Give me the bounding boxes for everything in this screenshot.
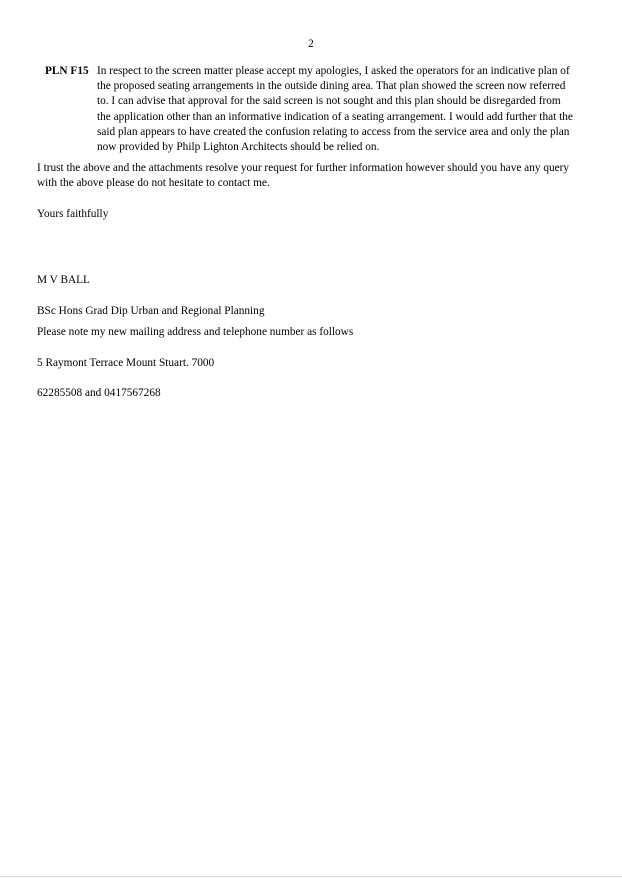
page-number: 2 <box>308 38 314 50</box>
item-body-text: In respect to the screen matter please accept my apologies, I asked the operators for an indicative plan of the proposed seating arrangements in the outside dining area. That plan showed the screen now referred to. I can advise that approval for the said screen is not sought and this plan should be disregarded from the application other than an informative indication of a seating arrangement. I would add further that the said plan appears to have created the confusion relating to access from the service area and only the plan now provided by Philp Lighton Architects should be relied on. <box>97 65 573 154</box>
closing-paragraph: I trust the above and the attachments resolve your request for further information however should you have any query with the above please do not hesitate to contact me. <box>37 162 570 190</box>
item-reference: PLN F15 <box>45 65 89 77</box>
signatory-qualifications: BSc Hons Grad Dip Urban and Regional Planning <box>37 304 265 317</box>
signatory-name: M V BALL <box>37 274 90 287</box>
contact-notice <box>37 310 597 416</box>
phone-numbers: 62285508 and 0417567268 <box>37 387 161 400</box>
item-pln-f15 <box>45 64 590 155</box>
salutation: Yours faithfully <box>37 208 109 220</box>
page-bottom-edge <box>0 876 622 877</box>
mailing-address: 5 Raymont Terrace Mount Stuart. 7000 <box>37 356 215 369</box>
contact-intro: Please note my new mailing address and telephone number as follows <box>37 326 354 339</box>
